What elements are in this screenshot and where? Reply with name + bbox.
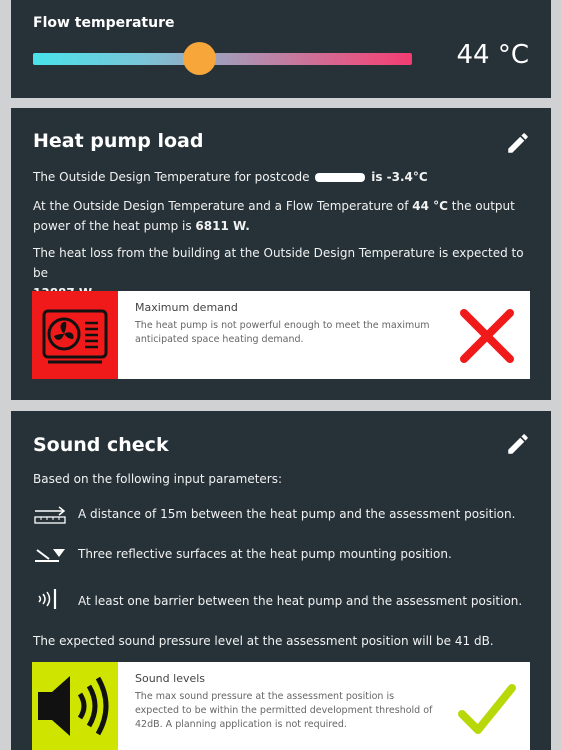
edit-pencil-icon[interactable]	[505, 130, 531, 156]
heat-pump-load-card	[11, 108, 551, 400]
heat-pump-load-title: Heat pump load	[33, 130, 204, 152]
maximum-demand-title: Maximum demand	[135, 301, 238, 314]
fail-cross-icon	[456, 305, 518, 367]
param-barrier-text: At least one barrier between the heat pump and the assessment position.	[78, 594, 523, 608]
sound-check-title: Sound check	[33, 434, 169, 456]
distance-icon	[33, 504, 69, 526]
param-distance-text: A distance of 15m between the heat pump and the assessment position.	[78, 507, 516, 521]
maximum-demand-notice	[32, 291, 530, 379]
flow-temperature-card	[11, 0, 551, 98]
odt-statement: The Outside Design Temperature for postcode is -3.4°C	[33, 170, 428, 184]
sound-barrier-icon	[33, 588, 69, 610]
sound-result-statement: The expected sound pressure level at the assessment position will be 41 dB.	[33, 634, 494, 648]
sound-check-card	[11, 411, 551, 750]
sound-levels-description: The max sound pressure at the assessment position is expected to be within the permitted development threshold of 42dB. A planning application is not required.	[135, 691, 433, 730]
edit-pencil-icon[interactable]	[505, 431, 531, 457]
flow-temperature-value: 44 °C	[456, 40, 529, 70]
pass-check-icon	[456, 678, 518, 740]
maximum-demand-description: The heat pump is not powerful enough to meet the maximum anticipated space heating demand.	[135, 320, 430, 345]
heat-loss-statement: The heat loss from the building at the Outside Design Temperature is expected to be	[33, 246, 524, 280]
flow-temperature-slider-track[interactable]	[33, 53, 412, 65]
flow-temperature-slider-thumb[interactable]	[183, 42, 216, 75]
flow-temperature-title: Flow temperature	[33, 15, 175, 31]
output-power-statement: At the Outside Design Temperature and a Flow Temperature of 44 °C the output power of the heat pump is 6811 W.	[33, 199, 515, 233]
heat-pump-unit-icon	[32, 291, 118, 379]
sound-levels-notice	[32, 662, 530, 750]
param-reflective-text: Three reflective surfaces at the heat pump mounting position.	[78, 547, 452, 561]
sound-check-intro: Based on the following input parameters:	[33, 472, 283, 486]
sound-levels-title: Sound levels	[135, 672, 206, 685]
reflective-surface-icon	[33, 544, 69, 566]
postcode-redacted	[315, 173, 365, 182]
speaker-icon	[32, 662, 118, 750]
